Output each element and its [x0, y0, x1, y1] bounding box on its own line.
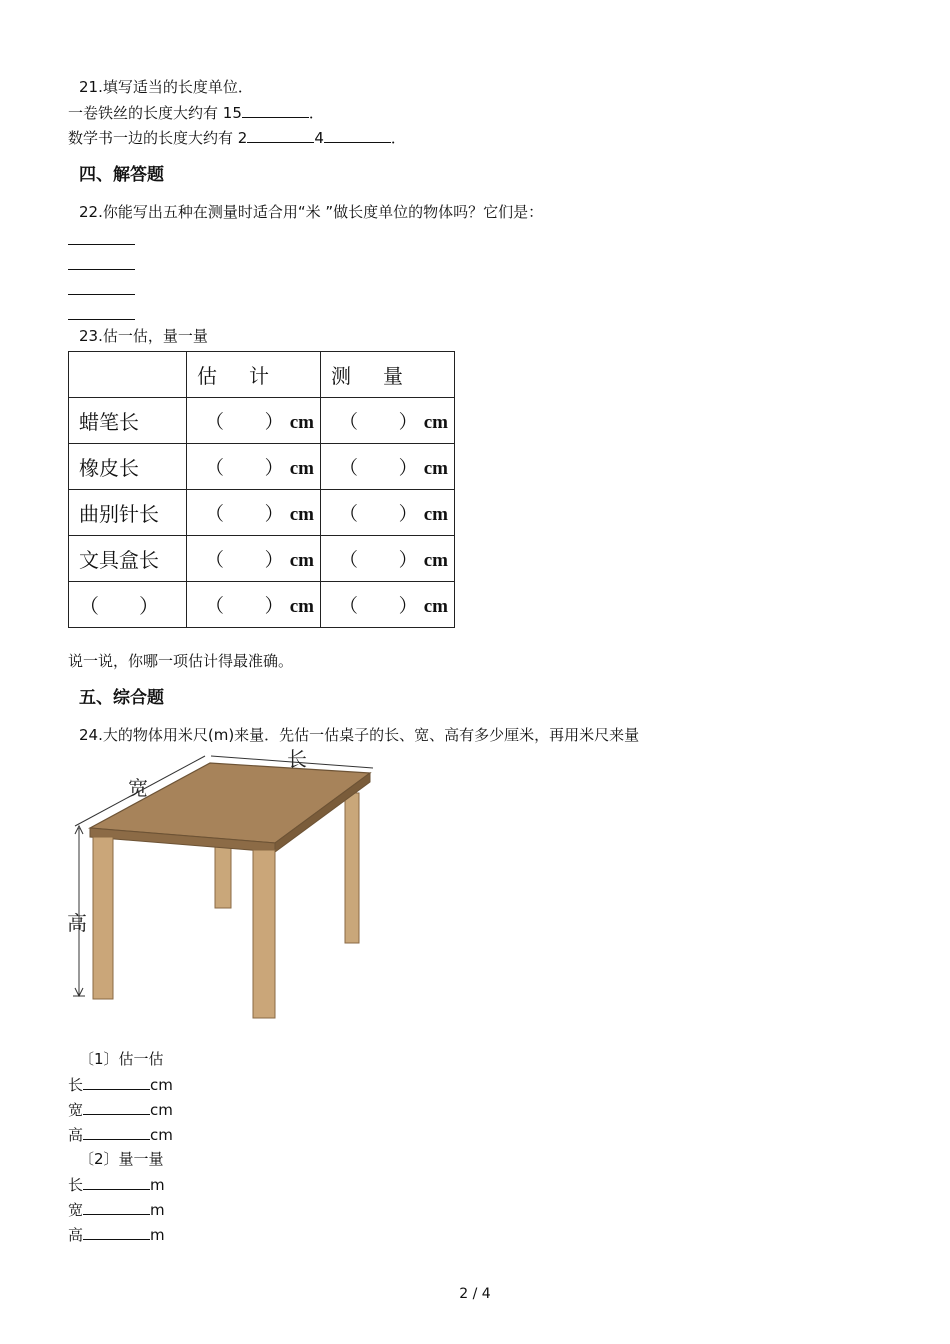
- height-label: 高: [67, 911, 87, 935]
- answer-blank[interactable]: [83, 1174, 150, 1190]
- measure-cell[interactable]: （ ） cm: [321, 582, 455, 628]
- q23-followup: 说一说，你哪一项估计得最准确。: [68, 652, 294, 670]
- estimate-cell[interactable]: （ ） cm: [187, 490, 321, 536]
- table-leg: [253, 850, 275, 1018]
- answer-blank[interactable]: [324, 127, 391, 143]
- answer-blank[interactable]: [68, 319, 135, 320]
- estimate-cell[interactable]: （ ） cm: [187, 444, 321, 490]
- estimate-height-line: 高 cm: [68, 1126, 173, 1144]
- estimate-cell[interactable]: （ ） cm: [187, 536, 321, 582]
- q22-title: 22.你能写出五种在测量时适合用“米 ”做长度单位的物体吗？它们是：: [79, 203, 544, 221]
- answer-blank[interactable]: [68, 294, 135, 295]
- q21-line2: 数学书一边的长度大约有 2 4 ．: [68, 129, 406, 147]
- estimate-table: [68, 351, 455, 628]
- part2-title: 〔2〕量一量: [79, 1150, 164, 1168]
- answer-blank[interactable]: [68, 269, 135, 270]
- width-label: 宽: [128, 776, 148, 800]
- measure-cell[interactable]: （ ） cm: [321, 490, 455, 536]
- page-number: 2 / 4: [459, 1286, 491, 1302]
- answer-blank[interactable]: [242, 102, 309, 118]
- estimate-cell[interactable]: （ ） cm: [187, 398, 321, 444]
- table-figure: [65, 748, 385, 1023]
- table-header: [69, 352, 187, 398]
- table-item[interactable]: （ ）: [69, 582, 187, 628]
- answer-blank[interactable]: [83, 1224, 150, 1240]
- estimate-length-line: 长 cm: [68, 1076, 173, 1094]
- table-item: 橡皮长: [69, 444, 187, 490]
- part1-title: 〔1〕估一估: [79, 1050, 164, 1068]
- table-leg: [93, 837, 113, 999]
- q21-line1: 一卷铁丝的长度大约有 15 ．: [68, 104, 324, 122]
- table-row: [69, 582, 455, 628]
- measure-width-line: 宽 m: [68, 1201, 165, 1219]
- measure-cell[interactable]: （ ） cm: [321, 444, 455, 490]
- measure-height-line: 高 m: [68, 1226, 165, 1244]
- measure-cell[interactable]: （ ） cm: [321, 398, 455, 444]
- q24-title: 24.大的物体用米尺(m)来量．先估一估桌子的长、宽、高有多少厘米，再用米尺来量: [79, 726, 640, 744]
- table-row: [69, 398, 455, 444]
- table-leg: [345, 793, 359, 943]
- table-item: 蜡笔长: [69, 398, 187, 444]
- estimate-cell[interactable]: （ ） cm: [187, 582, 321, 628]
- section-heading: 四、解答题: [79, 165, 164, 185]
- q21-title: 21.填写适当的长度单位．: [79, 78, 253, 96]
- table-header: 估 计: [187, 352, 321, 398]
- table-item: 文具盒长: [69, 536, 187, 582]
- table-row: [69, 490, 455, 536]
- answer-blank[interactable]: [83, 1199, 150, 1215]
- table-row: [69, 536, 455, 582]
- measure-length-line: 长 m: [68, 1176, 165, 1194]
- q23-title: 23.估一估，量一量: [79, 327, 208, 345]
- answer-blank[interactable]: [83, 1074, 150, 1090]
- length-label: 长: [287, 748, 307, 771]
- measure-cell[interactable]: （ ） cm: [321, 536, 455, 582]
- answer-blank[interactable]: [83, 1124, 150, 1140]
- answer-blank[interactable]: [83, 1099, 150, 1115]
- section-heading: 五、综合题: [79, 688, 164, 708]
- table-row: [69, 444, 455, 490]
- table-header-row: [69, 352, 455, 398]
- answer-blank[interactable]: [247, 127, 314, 143]
- answer-blank[interactable]: [68, 244, 135, 245]
- table-item: 曲别针长: [69, 490, 187, 536]
- table-header: 测 量: [321, 352, 455, 398]
- estimate-width-line: 宽 cm: [68, 1101, 173, 1119]
